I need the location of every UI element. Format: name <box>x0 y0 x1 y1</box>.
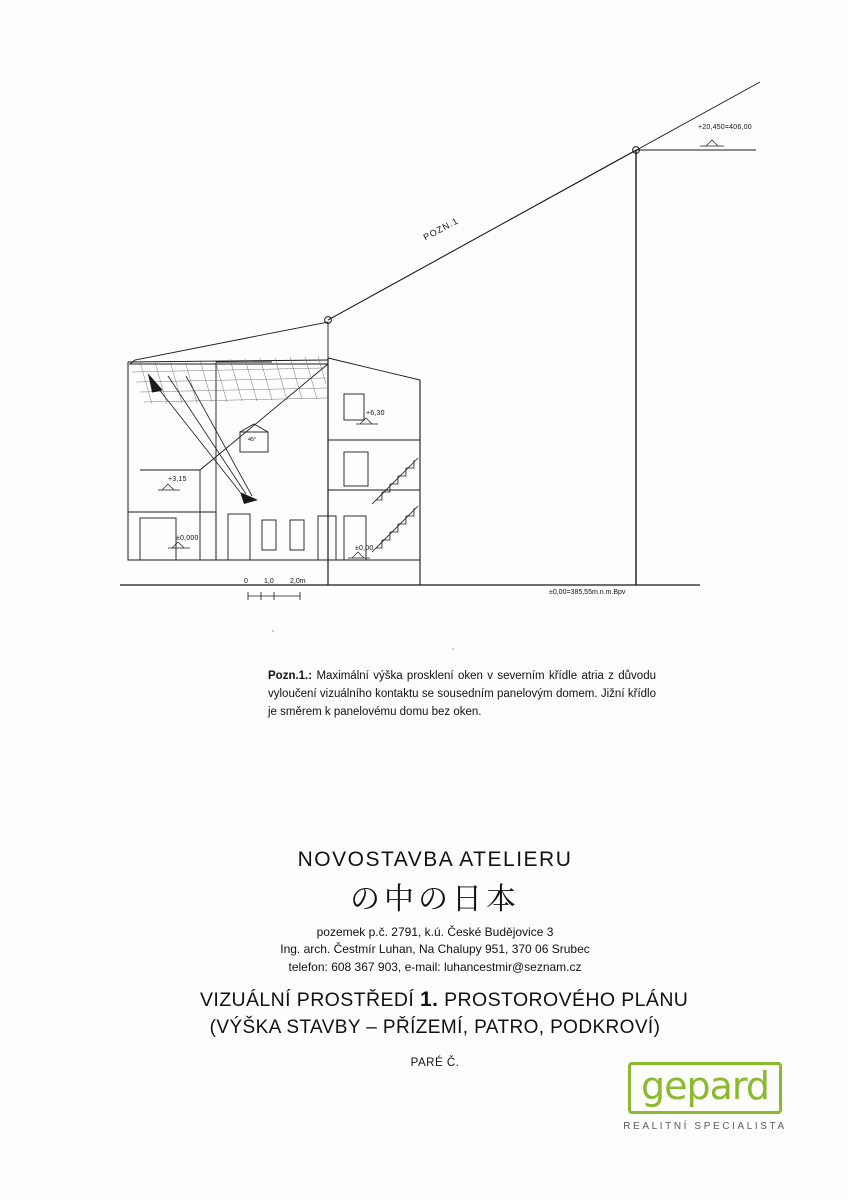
page-speck-1 <box>272 630 274 632</box>
left-wing-outline <box>128 362 216 560</box>
drawing-title-post: PROSTOROVÉHO PLÁNU <box>444 989 689 1012</box>
project-name: NOVOSTAVBA ATELIERU <box>297 848 573 871</box>
view-arrow-head <box>240 492 258 504</box>
parcel-line: pozemek p.č. 2791, k.ú. České Budějovice 3 <box>316 925 554 939</box>
window-angle-tag: 45° <box>248 437 257 443</box>
title-block <box>200 848 689 1070</box>
project-name-jp: の中の日本 <box>350 882 520 917</box>
roof-plane-upper <box>130 322 328 364</box>
level-label-ground-right: ±0,00 <box>355 545 374 552</box>
drawing-title-num: 1. <box>419 988 439 1012</box>
gable-roof-right <box>328 358 420 380</box>
scale-tick-2: 2,0m <box>290 578 306 585</box>
page-speck-2 <box>452 648 454 650</box>
logo-word: gepard <box>641 1064 769 1108</box>
level-label-second-floor: +6,30 <box>366 410 385 417</box>
note-text: Maximální výška prosklení oken v severním křídle atria z důvodu vyloučení vizuálního kontaktu se sousedním panelovým domem. Jižní křídlo je směrem k panelovému domu bez oken. <box>268 670 656 718</box>
architect-line: Ing. arch. Čestmír Luhan, Na Chalupy 951, 370 06 Srubec <box>280 942 590 957</box>
gepard-logo <box>620 1062 790 1132</box>
sightline-node <box>328 150 636 320</box>
drawing-subtitle: (VÝŠKA STAVBY – PŘÍZEMÍ, PATRO, PODKROVÍ) <box>209 1017 661 1039</box>
pozn-leader-label: POZN.1 <box>421 215 461 243</box>
datum-note: ±0,00=385,55m.n.m.Bpv <box>549 589 626 596</box>
note-block <box>268 668 656 721</box>
view-cone <box>150 376 252 496</box>
staircase <box>372 458 418 552</box>
scale-tick-0: 0 <box>244 578 248 585</box>
note-prefix: Pozn.1.: <box>268 670 313 682</box>
sloped-ceiling-line <box>200 364 328 560</box>
drawing-title <box>200 988 689 1012</box>
logo-box <box>628 1062 782 1114</box>
roof-hatching <box>132 356 327 404</box>
view-arrow-head-2 <box>148 374 162 392</box>
copy-number-label: PARÉ Č. <box>410 1057 460 1070</box>
level-label-top-right: +20,450=406,00 <box>698 124 752 131</box>
logo-tagline: REALITNÍ SPECIALISTA <box>623 1121 787 1132</box>
scale-tick-1: 1,0 <box>264 578 274 585</box>
level-label-ground-left: ±0,000 <box>176 535 199 542</box>
drawing-title-pre: VIZUÁLNÍ PROSTŘEDÍ <box>200 989 415 1012</box>
level-label-mezzanine: +3,15 <box>168 476 187 483</box>
scale-bar <box>248 592 300 600</box>
contact-line: telefon: 608 367 903, e-mail: luhancestmir@seznam.cz <box>288 959 582 974</box>
